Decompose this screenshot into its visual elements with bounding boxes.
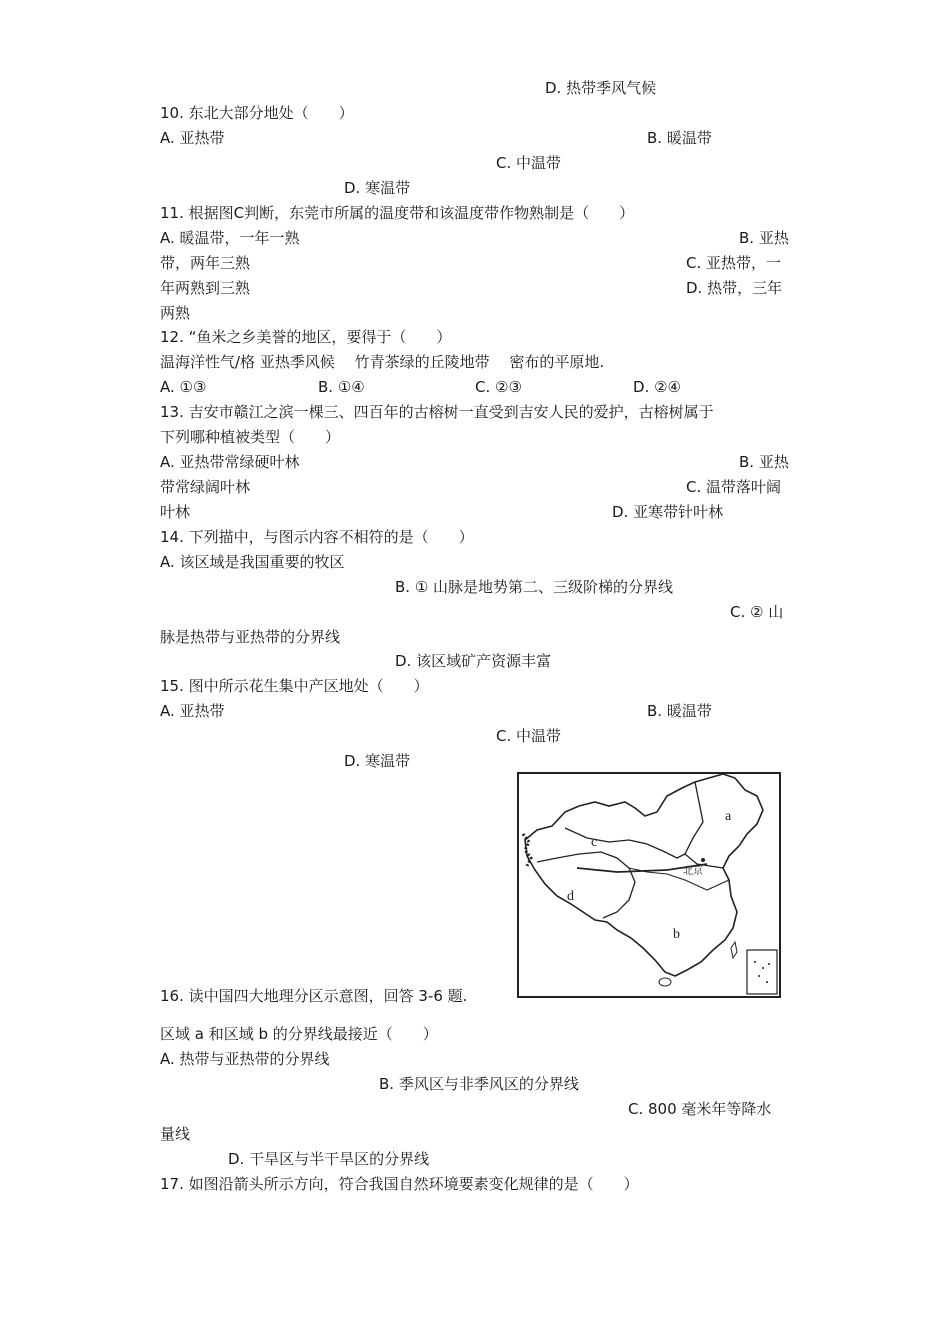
q11-option-b: B. 亚热 — [739, 229, 789, 247]
q12-option-c: C. ②③ — [475, 378, 522, 396]
q12-stem: 12. “鱼米之乡美誉的地区，要得于（ ） — [160, 328, 452, 346]
q13-option-b-cont: 带常绿阔叶林 — [160, 478, 251, 496]
q15-option-a: A. 亚热带 — [160, 702, 225, 720]
q15-option-c: C. 中温带 — [496, 727, 562, 745]
q16-option-b: B. 季风区与非季风区的分界线 — [379, 1075, 579, 1093]
q16-option-c: C. 800 毫米年等降水 — [628, 1100, 772, 1118]
q13-stem-cont: 下列哪种植被类型（ ） — [160, 428, 341, 446]
china-regions-map — [517, 772, 781, 998]
q13-stem: 13. 吉安市赣江之滨一棵三、四百年的古榕树一直受到吉安人民的爱护，古榕树属于 — [160, 403, 714, 421]
q16-question: 区域 a 和区域 b 的分界线最接近（ ） — [160, 1025, 438, 1043]
q16-stem: 16. 读中国四大地理分区示意图，回答 3-6 题. — [160, 987, 468, 1005]
q15-stem: 15. 图中所示花生集中产区地处（ ） — [160, 677, 429, 695]
q10-option-a: A. 亚热带 — [160, 129, 225, 147]
q11-option-c-cont: 年两熟到三熟 — [160, 279, 251, 297]
q11-option-d-cont: 两熟 — [160, 304, 191, 322]
q14-stem: 14. 下列描中，与图示内容不相符的是（ ） — [160, 528, 474, 546]
map-label-a: a — [725, 809, 732, 824]
q14-option-b: B. ① 山脉是地势第二、三级阶梯的分界线 — [395, 578, 674, 596]
q11-stem: 11. 根据图C判断，东莞市所属的温度带和该温度带作物熟制是（ ） — [160, 204, 635, 222]
q14-option-c-cont: 脉是热带与亚热带的分界线 — [160, 628, 341, 646]
q12-option-d: D. ②④ — [633, 378, 681, 396]
q10-option-d: D. 寒温带 — [344, 179, 411, 197]
q12-items: 温海洋性气/格 亚热季风候 竹青茶绿的丘陵地带 密布的平原地. — [160, 353, 605, 371]
map-label-beijing: 北京 — [683, 866, 703, 877]
q13-option-c-cont: 叶林 — [160, 503, 191, 521]
q13-option-d: D. 亚寒带针叶林 — [612, 503, 724, 521]
map-label-d: d — [567, 889, 574, 904]
q10-option-c: C. 中温带 — [496, 154, 562, 172]
q14-option-a: A. 该区域是我国重要的牧区 — [160, 553, 345, 571]
q14-option-c: C. ② 山 — [730, 603, 784, 621]
q11-option-a: A. 暖温带，一年一熟 — [160, 229, 300, 247]
q16-option-a: A. 热带与亚热带的分界线 — [160, 1050, 330, 1068]
option-d-prev: D. 热带季风气候 — [545, 79, 657, 97]
q14-option-d: D. 该区域矿产资源丰富 — [395, 652, 552, 670]
map-label-b: b — [673, 927, 680, 942]
q12-option-b: B. ①④ — [318, 378, 365, 396]
q13-option-c: C. 温带落叶阔 — [686, 478, 782, 496]
q16-option-d: D. 干旱区与半干旱区的分界线 — [228, 1150, 430, 1168]
q13-option-a: A. 亚热带常绿硬叶林 — [160, 453, 300, 471]
q11-option-b-cont: 带，两年三熟 — [160, 254, 251, 272]
q15-option-d: D. 寒温带 — [344, 752, 411, 770]
q11-option-c: C. 亚热带，一 — [686, 254, 782, 272]
q10-stem: 10. 东北大部分地处（ ） — [160, 104, 354, 122]
q12-option-a: A. ①③ — [160, 378, 207, 396]
q10-option-b: B. 暖温带 — [647, 129, 712, 147]
map-label-c: c — [591, 835, 598, 850]
q17-stem: 17. 如图沿箭头所示方向，符合我国自然环境要素变化规律的是（ ） — [160, 1175, 639, 1193]
q11-option-d: D. 热带，三年 — [686, 279, 783, 297]
q15-option-b: B. 暖温带 — [647, 702, 712, 720]
q16-option-c-cont: 量线 — [160, 1125, 191, 1143]
q13-option-b: B. 亚热 — [739, 453, 789, 471]
